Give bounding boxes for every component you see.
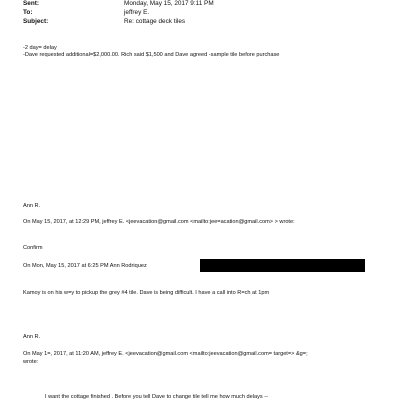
sent-label: Sent: bbox=[23, 0, 39, 7]
quote-header-3: On May 1=, 2017, at 11:20 AM, jeffrey E. <jeevacation@gmail.com <mailto:jeevacation@gmail.com= target=> &g=; bbox=[23, 351, 308, 357]
body-line-kamoy: Kamoy is on his w=y to pickup the grey #4 tile. Dave is being difficult. I have a call into R=ch at 1pm bbox=[23, 290, 270, 296]
signature-ann-1: Ann R. bbox=[23, 203, 41, 209]
redaction-bar bbox=[200, 259, 365, 272]
quote-header-1: On May 15, 2017, at 12:29 PM, jeffrey E. <jeevacation@gmail.com <mailto:jee=acation@gmail.com> > wrote: bbox=[23, 219, 295, 225]
confirm-text: Confirm bbox=[23, 245, 43, 251]
to-value: jeffrey E. bbox=[124, 9, 150, 16]
quote-header-2: On Mon, May 15, 2017 at 6:25 PM Ann Rodriquez bbox=[23, 263, 147, 269]
to-label: To: bbox=[23, 9, 33, 16]
body-line-delay: -2 day= delay bbox=[23, 45, 57, 51]
signature-ann-2: Ann R. bbox=[23, 334, 41, 340]
quote-header-3-wrote: wrote: bbox=[23, 359, 39, 365]
subject-value: Re: cottage deck tiles bbox=[124, 18, 186, 25]
subject-label: Subject: bbox=[23, 18, 49, 25]
body-line-cottage: I want the cottage finished . Before you tell Dave to change tile tell me how much delays -- bbox=[45, 394, 268, 400]
body-line-dave: -Dave requested additional=$2,000.00. Rich said $1,500 and Dave agreed -sample tile before purchase bbox=[23, 52, 280, 58]
sent-value: Monday, May 15, 2017 9:11 PM bbox=[124, 0, 214, 7]
